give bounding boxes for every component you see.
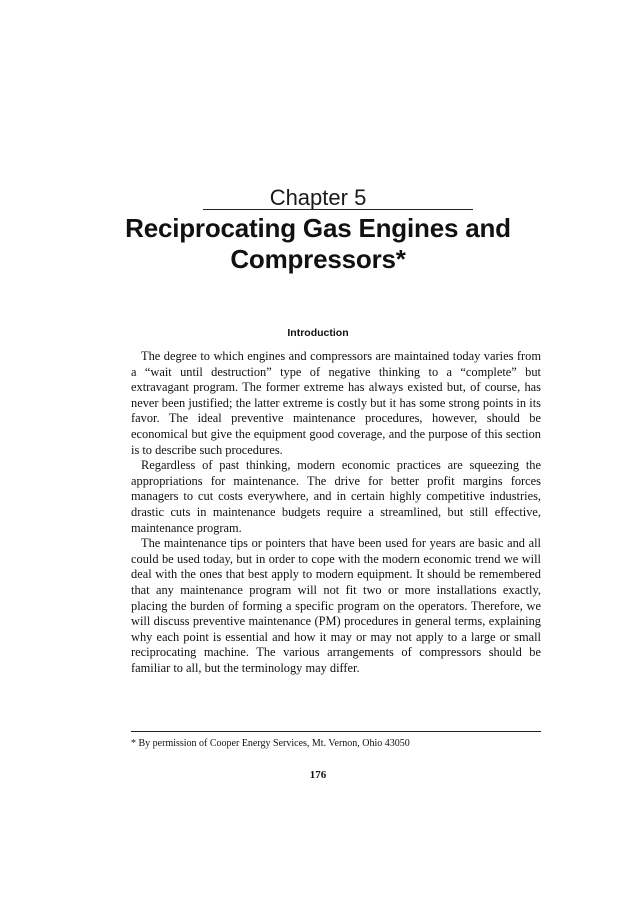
page-number: 176	[309, 769, 327, 781]
footnote: * By permission of Cooper Energy Services, Mt. Vernon, Ohio 43050	[131, 738, 410, 749]
chapter-title-line-1: Reciprocating Gas Engines and	[125, 213, 511, 243]
paragraph: The degree to which engines and compressors are maintained today varies from a “wait until destruction” type of negative thinking to a “complete” but extravagant program. The former extreme has always existed but, of course, has never been justified; the latter extreme is costly but it has some strong points in its favor. The ideal preventive maintenance procedures, however, should be economical but give the equipment good coverage, and the purpose of this section is to describe such procedures.	[131, 349, 541, 457]
chapter-label: Chapter 5	[269, 185, 367, 210]
body-text	[131, 349, 541, 676]
chapter-title	[0, 213, 636, 275]
paragraph: Regardless of past thinking, modern economic practices are squeezing the appropriations for maintenance. The drive for better profit margins forces managers to cut costs everywhere, and in certain highly competitive industries, drastic cuts in maintenance budgets require a streamlined, but still effective, maintenance program.	[131, 458, 541, 535]
chapter-divider	[203, 209, 473, 210]
paragraph: The maintenance tips or pointers that have been used for years are basic and all could be used today, but in order to cope with the modern economic trend we will deal with the ones that best apply to modern equipment. It should be remembered that any maintenance program will not fit two or more installations exactly, placing the burden of forming a specific program on the operators. Therefore, we will discuss preventive maintenance (PM) procedures in general terms, explaining why each point is essential and how it may or may not apply to a large or small reciprocating machine. The various arrangements of compressors should be familiar to all, but the terminology may differ.	[131, 536, 541, 675]
footnote-divider	[131, 731, 541, 732]
chapter-title-line-2: Compressors*	[230, 244, 406, 274]
section-heading: Introduction	[287, 327, 349, 339]
